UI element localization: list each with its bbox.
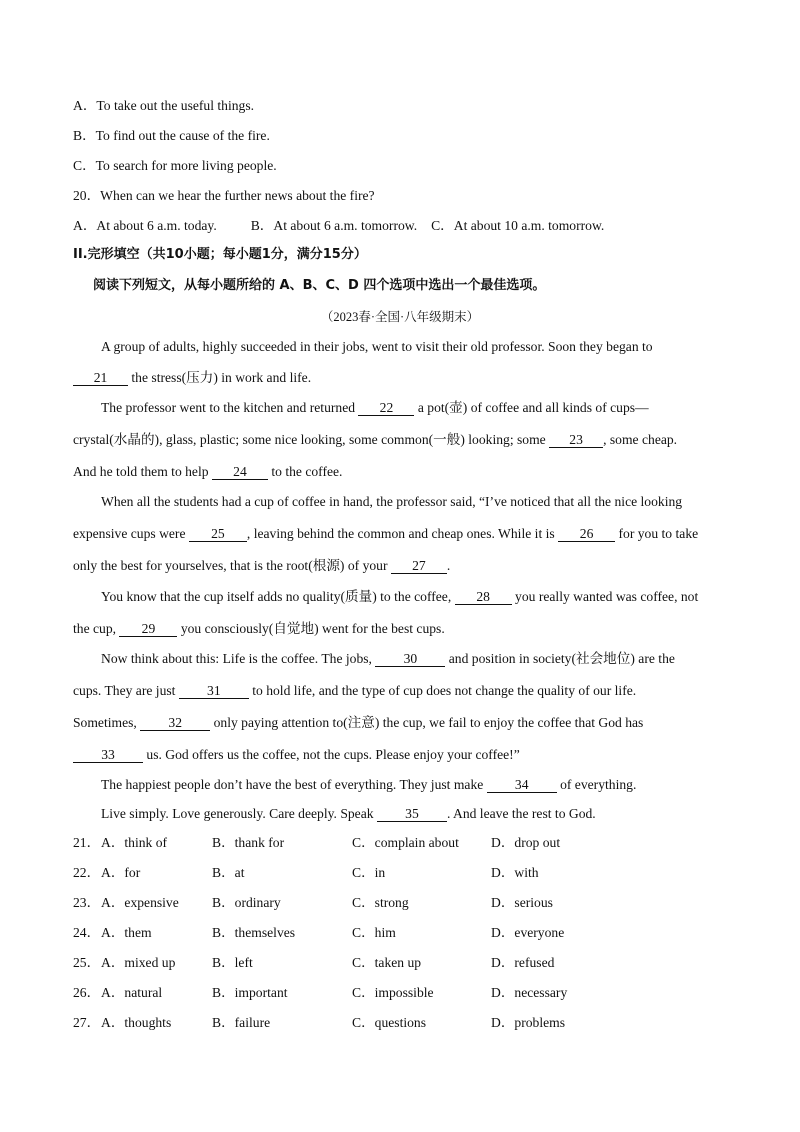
blank-24: 24: [212, 464, 268, 480]
option-d: D．refused: [491, 955, 555, 970]
option-b: B．left: [212, 955, 253, 970]
option-a: A．think of: [101, 835, 168, 850]
option-c: C．complain about: [352, 835, 459, 850]
blank-28: 28: [455, 589, 512, 605]
option-d: D．necessary: [491, 985, 568, 1000]
passage-line: 33 us. God offers us the coffee, not the cups. Please enjoy your coffee!”: [73, 746, 520, 764]
passage-line: only the best for yourselves, that is the root(根源) of your 27 .: [73, 558, 451, 573]
q20-question: 20．When can we hear the further news about the fire?: [73, 188, 375, 203]
q20-options-row: [73, 217, 604, 235]
passage-line: Live simply. Love generously. Care deeply. Speak 35 . And leave the rest to God.: [101, 806, 596, 821]
passage-line: The professor went to the kitchen and returned 22 a pot(壶) of coffee and all kinds of cups—: [101, 400, 649, 415]
section-instruction: 阅读下列短文，从每小题所给的 A、B、C、D 四个选项中选出一个最佳选项。: [93, 278, 546, 293]
section-title: II.完形填空（共10小题；每小题1分，满分15分）: [73, 247, 367, 262]
blank-27: 27: [391, 558, 447, 574]
passage-line: A group of adults, highly succeeded in their jobs, went to visit their old professor. Soon they began to: [101, 339, 653, 354]
option-d: D．drop out: [491, 835, 561, 850]
passage-line: expensive cups were 25 , leaving behind the common and cheap ones. While it is 26 for you to take: [73, 526, 699, 541]
blank-23: 23: [549, 432, 603, 448]
q19-option-b: B．To find out the cause of the fire.: [73, 128, 270, 143]
q19-option-c: C．To search for more living people.: [73, 158, 277, 173]
option-a: A．mixed up: [101, 955, 176, 970]
option-d: D．problems: [491, 1015, 566, 1030]
option-c: C．him: [352, 925, 396, 940]
passage-source: （2023春·全国·八年级期末）: [320, 310, 480, 324]
q20-option-a: A．At about 6 a.m. today.: [73, 218, 217, 233]
question-number: 27．: [73, 1015, 101, 1030]
option-b: B．at: [212, 865, 245, 880]
passage-line: Now think about this: Life is the coffee. The jobs, 30 and position in society(社会地位) are the: [101, 651, 675, 666]
blank-25: 25: [189, 526, 247, 542]
option-b: B．thank for: [212, 835, 285, 850]
passage-line: the cup, 29 you consciously(自觉地) went for the best cups.: [73, 621, 445, 636]
option-a: A．thoughts: [101, 1015, 172, 1030]
passage-line: Sometimes, 32 only paying attention to(注意) the cup, we fail to enjoy the coffee that God has: [73, 715, 644, 730]
passage-line: The happiest people don’t have the best of everything. They just make 34 of everything.: [101, 777, 637, 792]
passage-line: And he told them to help 24 to the coffee.: [73, 464, 343, 479]
option-c: C．questions: [352, 1015, 427, 1030]
passage-line: 21 the stress(压力) in work and life.: [73, 369, 311, 387]
blank-31: 31: [179, 683, 249, 699]
passage-line: cups. They are just 31 to hold life, and the type of cup does not change the quality of our life.: [73, 683, 637, 698]
option-d: D．serious: [491, 895, 553, 910]
option-b: B．ordinary: [212, 895, 281, 910]
option-d: D．everyone: [491, 925, 565, 940]
question-number: 26．: [73, 985, 101, 1000]
q20-option-c: C．At about 10 a.m. tomorrow.: [431, 218, 605, 233]
blank-34: 34: [487, 777, 557, 793]
option-c: C．impossible: [352, 985, 434, 1000]
question-number: 25．: [73, 955, 101, 970]
passage-line: crystal(水晶的), glass, plastic; some nice looking, some common(一般) looking; some 23 , some cheap.: [73, 432, 678, 447]
option-a: A．for: [101, 865, 141, 880]
blank-26: 26: [558, 526, 615, 542]
option-c: C．in: [352, 865, 386, 880]
option-b: B．themselves: [212, 925, 296, 940]
q20-option-b: B．At about 6 a.m. tomorrow.: [250, 218, 418, 233]
question-number: 24．: [73, 925, 101, 940]
blank-22: 22: [358, 400, 414, 416]
option-d: D．with: [491, 865, 539, 880]
blank-29: 29: [119, 621, 177, 637]
blank-33: 33: [73, 747, 143, 763]
blank-21: 21: [73, 370, 128, 386]
option-b: B．failure: [212, 1015, 271, 1030]
option-a: A．natural: [101, 985, 163, 1000]
option-a: A．expensive: [101, 895, 179, 910]
question-number: 21．: [73, 835, 101, 850]
passage-line: You know that the cup itself adds no quality(质量) to the coffee, 28 you really wanted was coffee, not: [101, 589, 699, 604]
option-c: C．strong: [352, 895, 409, 910]
passage-line: When all the students had a cup of coffee in hand, the professor said, “I’ve noticed that all the nice looking: [101, 494, 683, 509]
option-a: A．them: [101, 925, 152, 940]
blank-30: 30: [375, 651, 445, 667]
option-b: B．important: [212, 985, 288, 1000]
question-number: 22．: [73, 865, 101, 880]
blank-32: 32: [140, 715, 210, 731]
q19-option-a: A．To take out the useful things.: [73, 98, 255, 113]
blank-35: 35: [377, 806, 447, 822]
option-c: C．taken up: [352, 955, 422, 970]
question-number: 23．: [73, 895, 101, 910]
